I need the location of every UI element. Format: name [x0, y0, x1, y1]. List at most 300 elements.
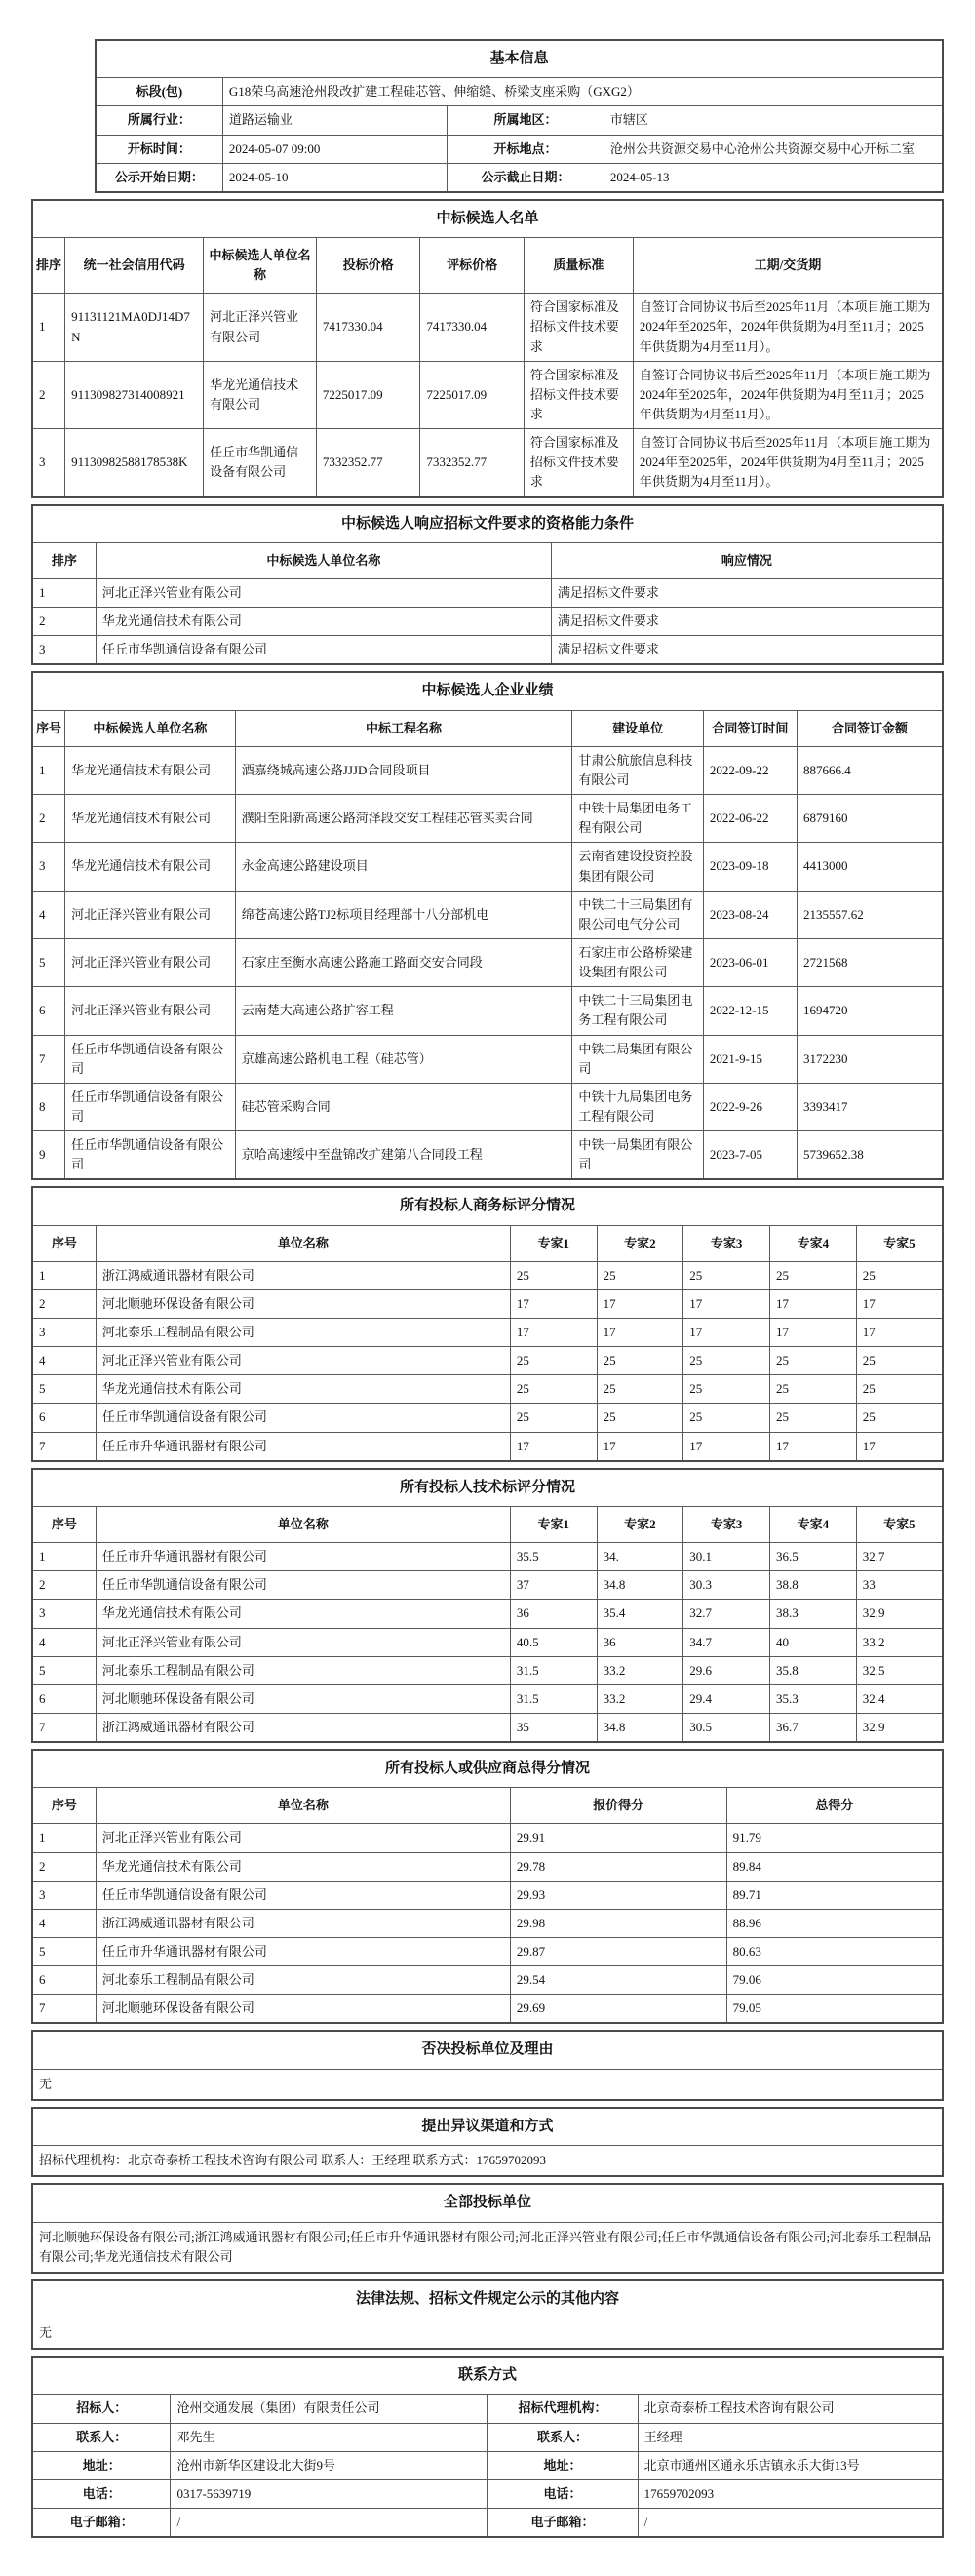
table-cell: 2 — [32, 361, 65, 428]
table-cell: 绵苍高速公路TJ2标项目经理部十八分部机电 — [235, 891, 572, 938]
table-cell: 任丘市升华通讯器材有限公司 — [96, 1543, 510, 1571]
table-cell: 3172230 — [798, 1035, 943, 1083]
open-place-value: 沧州公共资源交易中心沧州公共资源交易中心开标二室 — [604, 135, 943, 163]
table-cell: 33.2 — [856, 1628, 943, 1656]
table-cell: 17 — [856, 1432, 943, 1461]
table-cell: 符合国家标准及招标文件技术要求 — [524, 294, 633, 361]
table-cell: 4 — [32, 1628, 96, 1656]
table-cell: 36.5 — [770, 1543, 857, 1571]
section-title-business-scores: 所有投标人商务标评分情况 — [32, 1187, 943, 1225]
industry-value: 道路运输业 — [222, 106, 447, 135]
column-header: 序号 — [32, 1788, 96, 1824]
objection-content: 招标代理机构：北京奇泰桥工程技术咨询有限公司 联系人：王经理 联系方式：17659702093 — [32, 2146, 943, 2177]
table-cell: 37 — [510, 1571, 597, 1600]
table-cell: 满足招标文件要求 — [551, 636, 943, 665]
section-title-performance: 中标候选人企业业绩 — [32, 672, 943, 710]
table-cell: 911309827314008921 — [65, 361, 204, 428]
table-cell: 河北顺驰环保设备有限公司 — [96, 1684, 510, 1713]
tenderer-email-value: / — [171, 2508, 488, 2537]
column-header: 排序 — [32, 542, 96, 578]
table-cell: 1694720 — [798, 987, 943, 1035]
table-row — [96, 78, 943, 106]
table-cell: 2 — [32, 608, 96, 636]
table-cell: 河北泰乐工程制品有限公司 — [96, 1656, 510, 1684]
table-cell: 3 — [32, 636, 96, 665]
column-header: 评标价格 — [420, 238, 524, 294]
table-cell: 7417330.04 — [420, 294, 524, 361]
column-header: 单位名称 — [96, 1506, 510, 1542]
table-row — [32, 294, 943, 361]
table-cell: 91131121MA0DJ14D7N — [65, 294, 204, 361]
table-row — [32, 2508, 943, 2537]
table-cell: 17 — [510, 1432, 597, 1461]
technical-scores-table — [31, 1468, 944, 1743]
table-row — [32, 429, 943, 497]
table-cell: 自签订合同协议书后至2025年11月（本项目施工期为2024年至2025年，2024年供货期为4月至11月；2025年供货期为4月至11月）。 — [633, 294, 943, 361]
table-cell: 任丘市华凯通信设备有限公司 — [96, 1571, 510, 1600]
table-row — [32, 987, 943, 1035]
header-row — [32, 710, 943, 746]
table-cell: 硅芯管采购合同 — [235, 1083, 572, 1130]
column-header: 中标候选人单位名称 — [96, 542, 551, 578]
column-header: 序号 — [32, 1225, 96, 1261]
column-header: 合同签订时间 — [703, 710, 797, 746]
tenderer-phone-label: 电话： — [32, 2479, 171, 2508]
basic-info-table — [95, 39, 944, 193]
table-cell: 29.69 — [510, 1995, 726, 2024]
table-cell: 38.3 — [770, 1600, 857, 1628]
table-cell: 河北泰乐工程制品有限公司 — [96, 1319, 510, 1347]
table-cell: 29.6 — [683, 1656, 770, 1684]
performance-table — [31, 671, 944, 1180]
table-cell: 25 — [770, 1404, 857, 1432]
open-place-label: 开标地点： — [448, 135, 604, 163]
bid-section-label: 标段(包) — [96, 78, 222, 106]
table-cell: 25 — [683, 1261, 770, 1289]
table-cell: 25 — [597, 1347, 683, 1375]
table-cell: 任丘市华凯通信设备有限公司 — [65, 1083, 236, 1130]
table-cell: 河北正泽兴管业有限公司 — [65, 987, 236, 1035]
table-row — [32, 1824, 943, 1852]
table-cell: 5739652.38 — [798, 1131, 943, 1180]
column-header: 中标候选人单位名称 — [204, 238, 317, 294]
table-cell: 6 — [32, 987, 65, 1035]
table-cell: 38.8 — [770, 1571, 857, 1600]
table-cell: 河北正泽兴管业有限公司 — [96, 1824, 510, 1852]
table-cell: 任丘市升华通讯器材有限公司 — [96, 1432, 510, 1461]
section-title-all-bidders: 全部投标单位 — [32, 2184, 943, 2222]
table-cell: 河北正泽兴管业有限公司 — [96, 579, 551, 608]
table-cell: 1 — [32, 579, 96, 608]
table-row — [32, 361, 943, 428]
section-title-candidates: 中标候选人名单 — [32, 200, 943, 238]
table-cell: 6 — [32, 1404, 96, 1432]
table-cell: 7225017.09 — [316, 361, 419, 428]
candidates-table — [31, 199, 944, 498]
table-cell: 31.5 — [510, 1656, 597, 1684]
table-cell: 34.7 — [683, 1628, 770, 1656]
table-cell: 25 — [510, 1347, 597, 1375]
table-cell: 石家庄市公路桥梁建设集团有限公司 — [572, 938, 703, 986]
column-header: 专家1 — [510, 1506, 597, 1542]
table-row — [32, 843, 943, 891]
table-cell: 满足招标文件要求 — [551, 579, 943, 608]
other-content-value: 无 — [32, 2318, 943, 2350]
table-cell: 任丘市华凯通信设备有限公司 — [96, 636, 551, 665]
table-cell: 35.8 — [770, 1656, 857, 1684]
table-cell: 32.9 — [856, 1600, 943, 1628]
table-cell: 25 — [683, 1347, 770, 1375]
table-cell: 中铁十九局集团电务工程有限公司 — [572, 1083, 703, 1130]
table-cell: 30.3 — [683, 1571, 770, 1600]
table-cell: 中铁十局集团电务工程有限公司 — [572, 795, 703, 843]
table-cell: 29.78 — [510, 1852, 726, 1881]
agency-address-label: 地址： — [488, 2451, 638, 2479]
table-cell: 89.84 — [726, 1852, 943, 1881]
table-cell: 京雄高速公路机电工程（硅芯管） — [235, 1035, 572, 1083]
column-header: 专家1 — [510, 1225, 597, 1261]
table-cell: 2 — [32, 1571, 96, 1600]
objection-table — [31, 2107, 944, 2177]
table-cell: 华龙光通信技术有限公司 — [65, 746, 236, 794]
table-row — [32, 1881, 943, 1909]
table-cell: 任丘市升华通讯器材有限公司 — [96, 1938, 510, 1966]
agency-phone-label: 电话： — [488, 2479, 638, 2508]
table-cell: 32.9 — [856, 1713, 943, 1742]
column-header: 专家4 — [770, 1506, 857, 1542]
header-row — [32, 1788, 943, 1824]
table-cell: 浙江鸿威通讯器材有限公司 — [96, 1909, 510, 1937]
table-cell: 80.63 — [726, 1938, 943, 1966]
section-title-rejection: 否决投标单位及理由 — [32, 2031, 943, 2069]
table-cell: 甘肃公航旅信息科技有限公司 — [572, 746, 703, 794]
table-cell: 35 — [510, 1713, 597, 1742]
column-header: 中标工程名称 — [235, 710, 572, 746]
region-label: 所属地区： — [448, 106, 604, 135]
column-header: 专家5 — [856, 1506, 943, 1542]
column-header: 单位名称 — [96, 1225, 510, 1261]
table-cell: 任丘市华凯通信设备有限公司 — [204, 429, 317, 497]
table-cell: 17 — [683, 1289, 770, 1318]
table-cell: 华龙光通信技术有限公司 — [96, 1375, 510, 1404]
publish-end-value: 2024-05-13 — [604, 163, 943, 192]
bid-section-value: G18荣乌高速沧州段改扩建工程硅芯管、伸缩缝、桥梁支座采购（GXG2） — [222, 78, 943, 106]
table-row — [32, 938, 943, 986]
table-cell: 自签订合同协议书后至2025年11月（本项目施工期为2024年至2025年，2024年供货期为4月至11月；2025年供货期为4月至11月）。 — [633, 429, 943, 497]
table-row — [32, 891, 943, 938]
table-cell: 91130982588178538K — [65, 429, 204, 497]
table-cell: 30.1 — [683, 1543, 770, 1571]
table-cell: 任丘市华凯通信设备有限公司 — [65, 1131, 236, 1180]
table-row — [32, 1995, 943, 2024]
header-row — [32, 542, 943, 578]
rejection-content: 无 — [32, 2069, 943, 2100]
column-header: 排序 — [32, 238, 65, 294]
table-cell: 3 — [32, 1319, 96, 1347]
table-cell: 7417330.04 — [316, 294, 419, 361]
section-title-basic-info: 基本信息 — [96, 40, 943, 78]
table-row — [96, 135, 943, 163]
section-title-objection: 提出异议渠道和方式 — [32, 2108, 943, 2146]
table-cell: 17 — [770, 1432, 857, 1461]
tenderer-contact-label: 联系人： — [32, 2423, 171, 2451]
all-bidders-table — [31, 2183, 944, 2274]
column-header: 专家4 — [770, 1225, 857, 1261]
table-row — [32, 1938, 943, 1966]
table-row — [32, 1543, 943, 1571]
table-row — [32, 1600, 943, 1628]
table-cell: 7225017.09 — [420, 361, 524, 428]
table-cell: 34. — [597, 1543, 683, 1571]
agency-contact-value: 王经理 — [638, 2423, 943, 2451]
table-cell: 91.79 — [726, 1824, 943, 1852]
table-cell: 29.4 — [683, 1684, 770, 1713]
table-cell: 2023-08-24 — [703, 891, 797, 938]
table-cell: 华龙光通信技术有限公司 — [96, 1852, 510, 1881]
table-cell: 中铁二十三局集团电务工程有限公司 — [572, 987, 703, 1035]
region-value: 市辖区 — [604, 106, 943, 135]
table-cell: 2023-7-05 — [703, 1131, 797, 1180]
table-cell: 35.3 — [770, 1684, 857, 1713]
table-cell: 31.5 — [510, 1684, 597, 1713]
table-cell: 88.96 — [726, 1909, 943, 1937]
table-row — [32, 1035, 943, 1083]
table-cell: 1 — [32, 1261, 96, 1289]
table-cell: 河北正泽兴管业有限公司 — [96, 1347, 510, 1375]
table-cell: 1 — [32, 1824, 96, 1852]
table-cell: 4 — [32, 1347, 96, 1375]
table-cell: 华龙光通信技术有限公司 — [96, 1600, 510, 1628]
table-cell: 25 — [856, 1347, 943, 1375]
open-time-value: 2024-05-07 09:00 — [222, 135, 447, 163]
column-header: 专家5 — [856, 1225, 943, 1261]
table-row — [32, 2479, 943, 2508]
table-cell: 79.06 — [726, 1966, 943, 1995]
table-cell: 25 — [597, 1375, 683, 1404]
column-header: 序号 — [32, 1506, 96, 1542]
column-header: 专家2 — [597, 1506, 683, 1542]
tenderer-address-label: 地址： — [32, 2451, 171, 2479]
table-cell: 云南楚大高速公路扩容工程 — [235, 987, 572, 1035]
table-cell: 36 — [597, 1628, 683, 1656]
column-header: 专家3 — [683, 1506, 770, 1542]
table-cell: 2721568 — [798, 938, 943, 986]
table-cell: 887666.4 — [798, 746, 943, 794]
tenderer-contact-value: 邓先生 — [171, 2423, 488, 2451]
table-cell: 2022-12-15 — [703, 987, 797, 1035]
section-title-total-scores: 所有投标人或供应商总得分情况 — [32, 1750, 943, 1788]
table-cell: 29.98 — [510, 1909, 726, 1937]
tenderer-address-value: 沧州市新华区建设北大街9号 — [171, 2451, 488, 2479]
table-cell: 7 — [32, 1432, 96, 1461]
table-row — [96, 106, 943, 135]
table-row — [32, 1684, 943, 1713]
table-cell: 任丘市华凯通信设备有限公司 — [96, 1404, 510, 1432]
table-cell: 华龙光通信技术有限公司 — [204, 361, 317, 428]
table-cell: 9 — [32, 1131, 65, 1180]
table-cell: 17 — [856, 1319, 943, 1347]
table-cell: 6 — [32, 1684, 96, 1713]
other-content-table — [31, 2279, 944, 2350]
table-cell: 2135557.62 — [798, 891, 943, 938]
table-cell: 25 — [597, 1261, 683, 1289]
table-cell: 17 — [597, 1319, 683, 1347]
table-row — [32, 1571, 943, 1600]
table-cell: 29.87 — [510, 1938, 726, 1966]
table-cell: 6 — [32, 1966, 96, 1995]
table-cell: 25 — [510, 1261, 597, 1289]
agency-email-value: / — [638, 2508, 943, 2537]
section-title-qualification: 中标候选人响应招标文件要求的资格能力条件 — [32, 505, 943, 543]
table-row — [32, 1083, 943, 1130]
table-cell: 32.7 — [856, 1543, 943, 1571]
table-cell: 35.4 — [597, 1600, 683, 1628]
table-cell: 7332352.77 — [420, 429, 524, 497]
table-cell: 中铁二十三局集团有限公司电气分公司 — [572, 891, 703, 938]
table-cell: 自签订合同协议书后至2025年11月（本项目施工期为2024年至2025年，2024年供货期为4月至11月；2025年供货期为4月至11月）。 — [633, 361, 943, 428]
table-cell: 中铁一局集团有限公司 — [572, 1131, 703, 1180]
table-cell: 34.8 — [597, 1571, 683, 1600]
table-row — [32, 579, 943, 608]
publish-start-value: 2024-05-10 — [222, 163, 447, 192]
column-header: 报价得分 — [510, 1788, 726, 1824]
table-cell: 29.93 — [510, 1881, 726, 1909]
table-cell: 任丘市华凯通信设备有限公司 — [65, 1035, 236, 1083]
table-cell: 5 — [32, 938, 65, 986]
table-cell: 浙江鸿威通讯器材有限公司 — [96, 1713, 510, 1742]
rejection-table — [31, 2030, 944, 2100]
table-cell: 京哈高速绥中至盘锦改扩建第八合同段工程 — [235, 1131, 572, 1180]
publish-end-label: 公示截止日期： — [448, 163, 604, 192]
table-cell: 3393417 — [798, 1083, 943, 1130]
table-cell: 酒嘉绕城高速公路JJJD合同段项目 — [235, 746, 572, 794]
table-cell: 符合国家标准及招标文件技术要求 — [524, 361, 633, 428]
header-row — [32, 1506, 943, 1542]
header-row — [32, 238, 943, 294]
table-cell: 7 — [32, 1035, 65, 1083]
table-row — [32, 1966, 943, 1995]
table-cell: 25 — [856, 1261, 943, 1289]
agency-phone-value: 17659702093 — [638, 2479, 943, 2508]
table-row — [32, 2395, 943, 2423]
table-cell: 17 — [683, 1432, 770, 1461]
table-cell: 36 — [510, 1600, 597, 1628]
table-cell: 满足招标文件要求 — [551, 608, 943, 636]
section-title-other-content: 法律法规、招标文件规定公示的其他内容 — [32, 2280, 943, 2318]
table-cell: 36.7 — [770, 1713, 857, 1742]
table-cell: 25 — [770, 1261, 857, 1289]
column-header: 专家2 — [597, 1225, 683, 1261]
table-cell: 25 — [770, 1375, 857, 1404]
table-cell: 17 — [683, 1319, 770, 1347]
table-cell: 33 — [856, 1571, 943, 1600]
column-header: 统一社会信用代码 — [65, 238, 204, 294]
table-cell: 8 — [32, 1083, 65, 1130]
table-cell: 25 — [597, 1404, 683, 1432]
table-row — [32, 1289, 943, 1318]
table-cell: 34.8 — [597, 1713, 683, 1742]
table-cell: 25 — [856, 1375, 943, 1404]
table-cell: 7 — [32, 1995, 96, 2024]
table-cell: 2 — [32, 1852, 96, 1881]
column-header: 工期/交货期 — [633, 238, 943, 294]
table-cell: 17 — [597, 1432, 683, 1461]
table-cell: 25 — [683, 1404, 770, 1432]
table-cell: 河北泰乐工程制品有限公司 — [96, 1966, 510, 1995]
table-cell: 33.2 — [597, 1684, 683, 1713]
qualification-table — [31, 504, 944, 666]
table-cell: 华龙光通信技术有限公司 — [96, 608, 551, 636]
table-row — [32, 1713, 943, 1742]
table-row — [96, 163, 943, 192]
tenderer-email-label: 电子邮箱： — [32, 2508, 171, 2537]
table-cell: 2022-06-22 — [703, 795, 797, 843]
table-row — [32, 1909, 943, 1937]
table-cell: 2 — [32, 1289, 96, 1318]
table-row — [32, 1261, 943, 1289]
column-header: 序号 — [32, 710, 65, 746]
table-row — [32, 1319, 943, 1347]
table-cell: 符合国家标准及招标文件技术要求 — [524, 429, 633, 497]
table-row — [32, 1131, 943, 1180]
table-row — [32, 795, 943, 843]
table-cell: 25 — [856, 1404, 943, 1432]
table-cell: 3 — [32, 1600, 96, 1628]
table-cell: 25 — [510, 1375, 597, 1404]
table-cell: 3 — [32, 843, 65, 891]
table-cell: 濮阳至阳新高速公路菏泽段交安工程硅芯管买卖合同 — [235, 795, 572, 843]
tenderer-value: 沧州交通发展（集团）有限责任公司 — [171, 2395, 488, 2423]
industry-label: 所属行业： — [96, 106, 222, 135]
column-header: 总得分 — [726, 1788, 943, 1824]
table-cell: 华龙光通信技术有限公司 — [65, 795, 236, 843]
column-header: 响应情况 — [551, 542, 943, 578]
open-time-label: 开标时间： — [96, 135, 222, 163]
table-cell: 河北正泽兴管业有限公司 — [65, 891, 236, 938]
table-cell: 1 — [32, 746, 65, 794]
table-cell: 华龙光通信技术有限公司 — [65, 843, 236, 891]
table-row — [32, 1375, 943, 1404]
table-row — [32, 1347, 943, 1375]
table-cell: 中铁二局集团有限公司 — [572, 1035, 703, 1083]
table-cell: 河北正泽兴管业有限公司 — [65, 938, 236, 986]
table-cell: 石家庄至衡水高速公路施工路面交安合同段 — [235, 938, 572, 986]
table-cell: 3 — [32, 429, 65, 497]
table-cell: 89.71 — [726, 1881, 943, 1909]
table-cell: 35.5 — [510, 1543, 597, 1571]
table-cell: 25 — [510, 1404, 597, 1432]
table-cell: 1 — [32, 1543, 96, 1571]
column-header: 合同签订金额 — [798, 710, 943, 746]
column-header: 专家3 — [683, 1225, 770, 1261]
table-cell: 2023-09-18 — [703, 843, 797, 891]
table-row — [32, 1432, 943, 1461]
column-header: 质量标准 — [524, 238, 633, 294]
contact-table — [31, 2356, 944, 2538]
table-cell: 32.7 — [683, 1600, 770, 1628]
table-cell: 5 — [32, 1375, 96, 1404]
table-cell: 40 — [770, 1628, 857, 1656]
table-cell: 32.5 — [856, 1656, 943, 1684]
tenderer-phone-value: 0317-5639719 — [171, 2479, 488, 2508]
table-cell: 33.2 — [597, 1656, 683, 1684]
agency-email-label: 电子邮箱： — [488, 2508, 638, 2537]
table-cell: 3 — [32, 1881, 96, 1909]
table-cell: 17 — [597, 1289, 683, 1318]
bid-announcement-document — [31, 39, 944, 2538]
table-cell: 7 — [32, 1713, 96, 1742]
table-cell: 1 — [32, 294, 65, 361]
